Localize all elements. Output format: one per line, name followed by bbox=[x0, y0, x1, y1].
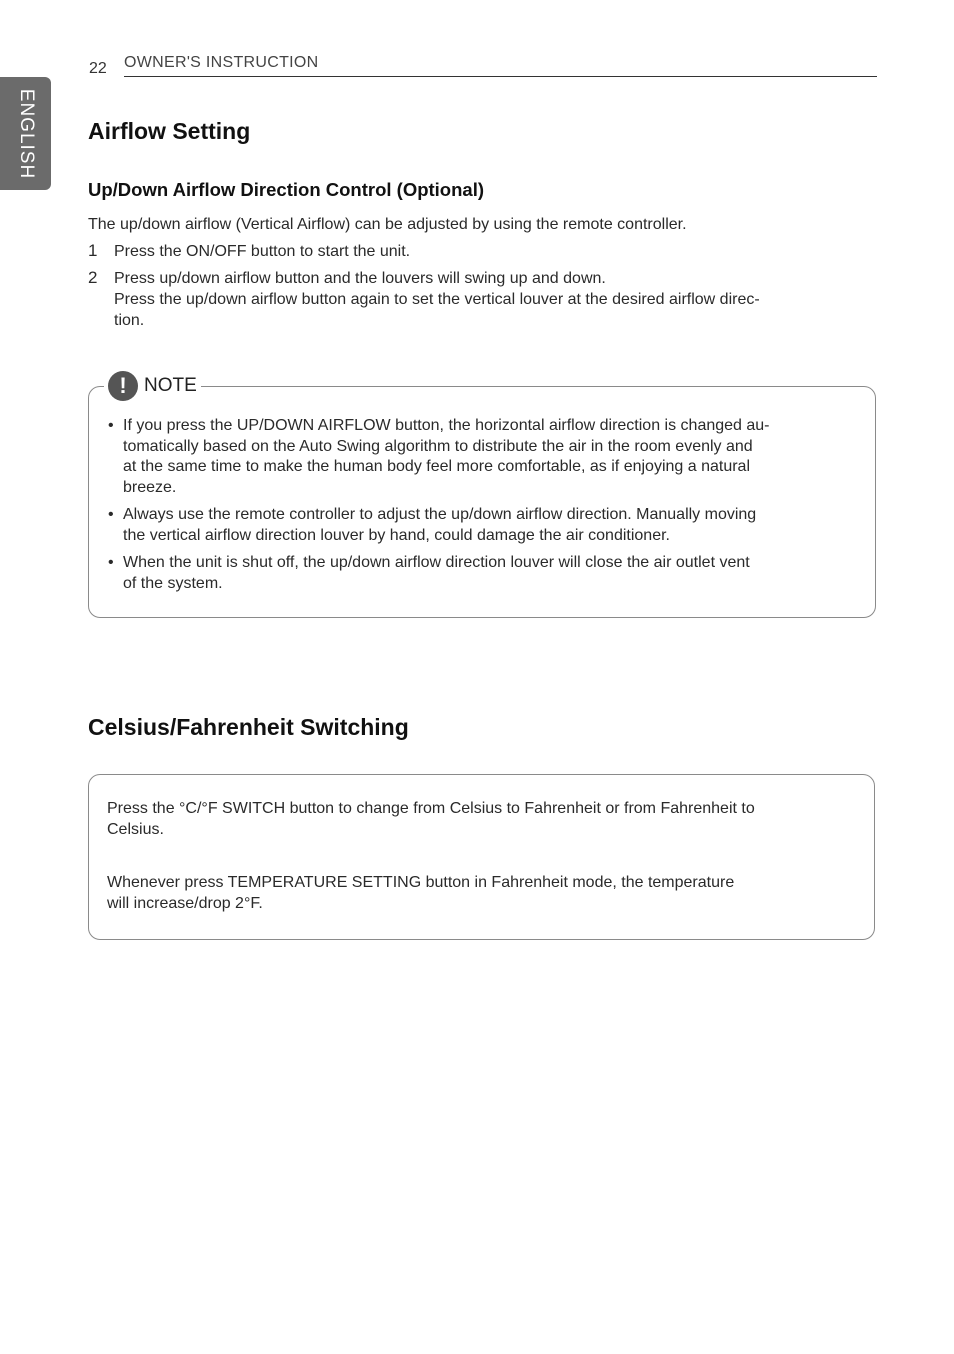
step-number: 2 bbox=[88, 268, 98, 287]
note-bullet bbox=[108, 553, 864, 594]
note-bullet bbox=[108, 416, 864, 499]
bullet-line: breeze. bbox=[123, 479, 177, 497]
step-number: 1 bbox=[88, 241, 98, 260]
note-label: NOTE bbox=[144, 375, 197, 396]
step-text bbox=[114, 241, 410, 262]
paragraph-line: Press the °C/°F SWITCH button to change from Celsius to Fahrenheit or from Fahrenheit to bbox=[107, 800, 755, 817]
bullet-line: When the unit is shut off, the up/down airflow direction louver will close the air outlet vent bbox=[123, 554, 750, 571]
bullet-line: the vertical airflow direction louver by hand, could damage the air conditioner. bbox=[123, 526, 670, 544]
language-tab-label: ENGLISH bbox=[15, 88, 37, 179]
bullet-text bbox=[123, 416, 864, 499]
step-text bbox=[114, 268, 760, 331]
note-bullet bbox=[108, 505, 864, 546]
airflow-heading: Airflow Setting bbox=[88, 118, 251, 144]
exclamation-icon: ! bbox=[108, 371, 138, 401]
step-line: Press the up/down airflow button again to set the vertical louver at the desired airflow direc- bbox=[114, 291, 760, 308]
step-line: Press up/down airflow button and the louvers will swing up and down. bbox=[114, 270, 606, 287]
bullet-line: at the same time to make the human body feel more comfortable, as if enjoying a natural bbox=[123, 458, 750, 476]
paragraph-line: will increase/drop 2°F. bbox=[107, 895, 263, 912]
bullet-dot: • bbox=[108, 417, 114, 434]
airflow-subheading: Up/Down Airflow Direction Control (Optional) bbox=[88, 179, 484, 200]
step-line: Press the ON/OFF button to start the unit. bbox=[114, 243, 411, 260]
language-tab bbox=[0, 77, 51, 190]
temperature-heading: Celsius/Fahrenheit Switching bbox=[88, 714, 409, 740]
bullet-line: If you press the UP/DOWN AIRFLOW button, the horizontal airflow direction is changed au- bbox=[123, 417, 770, 434]
paragraph-line: Whenever press TEMPERATURE SETTING button in Fahrenheit mode, the temperature bbox=[107, 874, 735, 891]
bullet-line: of the system. bbox=[123, 574, 223, 592]
paragraph-line: Celsius. bbox=[107, 821, 164, 838]
bullet-text bbox=[123, 553, 864, 594]
temperature-paragraph bbox=[107, 872, 857, 914]
bullet-text bbox=[123, 505, 864, 546]
header-divider bbox=[124, 76, 877, 77]
temperature-paragraph bbox=[107, 798, 857, 840]
airflow-intro: The up/down airflow (Vertical Airflow) can be adjusted by using the remote controller. bbox=[88, 216, 687, 233]
header-title: OWNER'S INSTRUCTION bbox=[124, 54, 319, 71]
bullet-dot: • bbox=[108, 506, 114, 523]
page-number: 22 bbox=[89, 60, 107, 77]
bullet-line: tomatically based on the Auto Swing algorithm to distribute the air in the room evenly and bbox=[123, 437, 753, 455]
step-line: tion. bbox=[114, 312, 145, 329]
bullet-dot: • bbox=[108, 554, 114, 571]
note-header bbox=[104, 370, 201, 402]
bullet-line: Always use the remote controller to adjust the up/down airflow direction. Manually moving bbox=[123, 506, 757, 523]
